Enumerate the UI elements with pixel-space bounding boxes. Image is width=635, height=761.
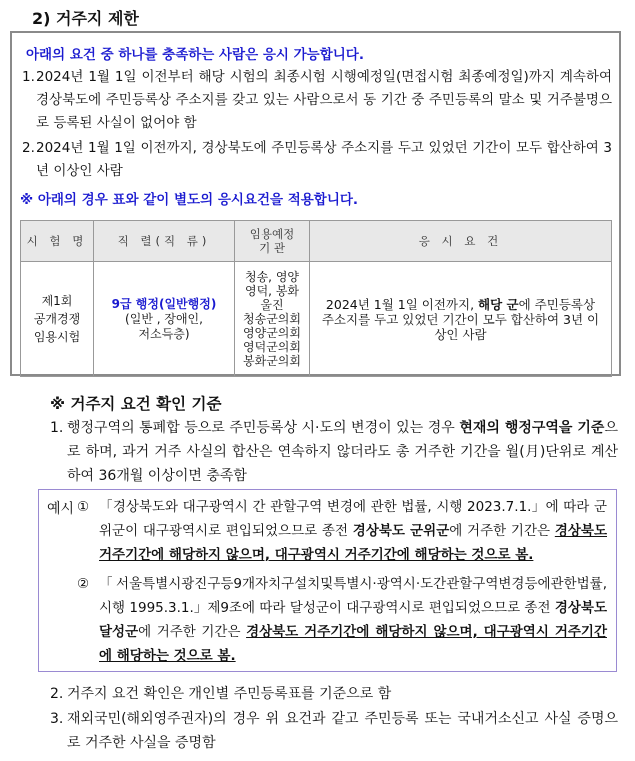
example-item-1 [77,495,607,567]
req-text-after: 에 주민등록상 주소지를 두고 있었던 기간이 모두 합산하여 3년 이상인 사람 [321,296,600,342]
ex1-text-underlined: 경상북도 거주기간에 해당하지 않으며, 대구광역시 거주기간에 해당하는 것으로 봄. [99,523,607,563]
req-text-before: 2024년 1월 1일 이전까지, [325,296,479,312]
item-number: 1. [50,420,64,436]
item-number: 2. [22,140,35,156]
section-title: 2) 거주지 제한 [32,9,139,28]
ex2-text-c: 에 거주한 기간은 [138,624,247,640]
header-exam-name: 시 험 명 [21,221,94,262]
requirements-heading: 아래의 요건 중 하나를 충족하는 사람은 응시 가능합니다. [26,47,364,63]
position-sub: (일반 , 장애인, 저소득층) [125,311,203,341]
requirements-box [10,31,621,376]
ex1-text-bold: 경상북도 군위군 [352,523,450,539]
ex1-text-a: 「경상북도와 대구광역시 간 관할구역 변경에 관한 법률, 시행 2023.7.1.」에 따라 군위군이 대구광역시로 편입되었으므로 종전 [99,499,607,539]
ex2-text-bold: 경상북도 달성군 [99,600,607,640]
criteria-title: ※ 거주지 요건 확인 기준 [50,395,222,413]
example-box [38,489,617,672]
position-main: 9급 행정(일반행정) [111,296,217,311]
cell-requirement [310,262,612,377]
header-position: 직 렬(직 류) [94,221,235,262]
criteria-text-c: 으로 하며, 과거 거주 사실의 합산은 연속하지 않더라도 총 거주한 기간을 월(月)단위로 계산하여 36개월 이상이면 충족함 [67,420,618,484]
item-text: 2024년 1월 1일 이전까지, 경상북도에 주민등록상 주소지를 두고 있었던 기간이 모두 합산하여 3년 이상인 사람 [36,140,612,179]
criteria-item-3-text: 재외국민(해외영주권자)의 경우 위 요건과 같고 주민등록 또는 국내거소신고 사실 증명으로 거주한 사실을 증명함 [67,711,618,751]
item-number: 1. [22,69,35,85]
item-number: 2. [50,686,64,702]
item-text: 2024년 1월 1일 이전부터 해당 시험의 최종시험 시행예정일(면접시험 최종예정일)까지 계속하여 경상북도에 주민등록상 주소지를 갖고 있는 사람으로서 동 기간 중 주민등록의 말소 및 거주불명으로 등록된 사실이 없어야 함 [36,69,612,131]
criteria-item-2-text: 거주지 요건 확인은 개인별 주민등록표를 기준으로 함 [67,686,392,702]
item-number: 3. [50,711,64,727]
header-agency: 임용예정 기 관 [235,221,310,262]
example-number: ① [77,499,90,515]
requirements-table [20,220,612,377]
cell-agencies: 청송, 영양 영덕, 봉화 울진 청송군의회 영양군의회 영덕군의회 봉화군의회 [235,262,310,377]
criteria-item-2 [50,682,618,706]
header-requirement: 응 시 요 건 [310,221,612,262]
example-item-2 [77,572,607,668]
cell-exam-name: 제1회 공개경쟁 임용시험 [21,262,94,377]
requirement-item-2 [22,137,612,183]
ex2-text-a: 「서울특별시광진구등9개자치구설치및특별시·광역시·도간관할구역변경등에관한법률, 시행 1995.3.1.」제9조에 따라 달성군이 대구광역시로 편입되었으므로 종전 [99,576,607,616]
table-row [21,262,612,377]
criteria-item-1 [50,416,618,488]
criteria-item-3 [50,707,618,755]
cell-position [94,262,235,377]
ex2-text-underlined: 경상북도 거주기간에 해당하지 않으며, 대구광역시 거주기간에 해당하는 것으로 봄. [99,624,607,664]
example-label: 예시 [47,501,75,517]
criteria-text-bold: 현재의 행정구역을 기준 [459,420,605,436]
criteria-text-a: 행정구역의 통폐합 등으로 주민등록상 시·도의 변경이 있는 경우 [67,420,460,436]
special-note: ※ 아래의 경우 표와 같이 별도의 응시요건을 적용합니다. [20,192,359,208]
req-text-bold: 해당 군 [478,296,519,312]
example-number: ② [77,576,90,592]
requirement-item-1 [22,66,612,135]
ex1-text-c: 에 거주한 기간은 [449,523,555,539]
